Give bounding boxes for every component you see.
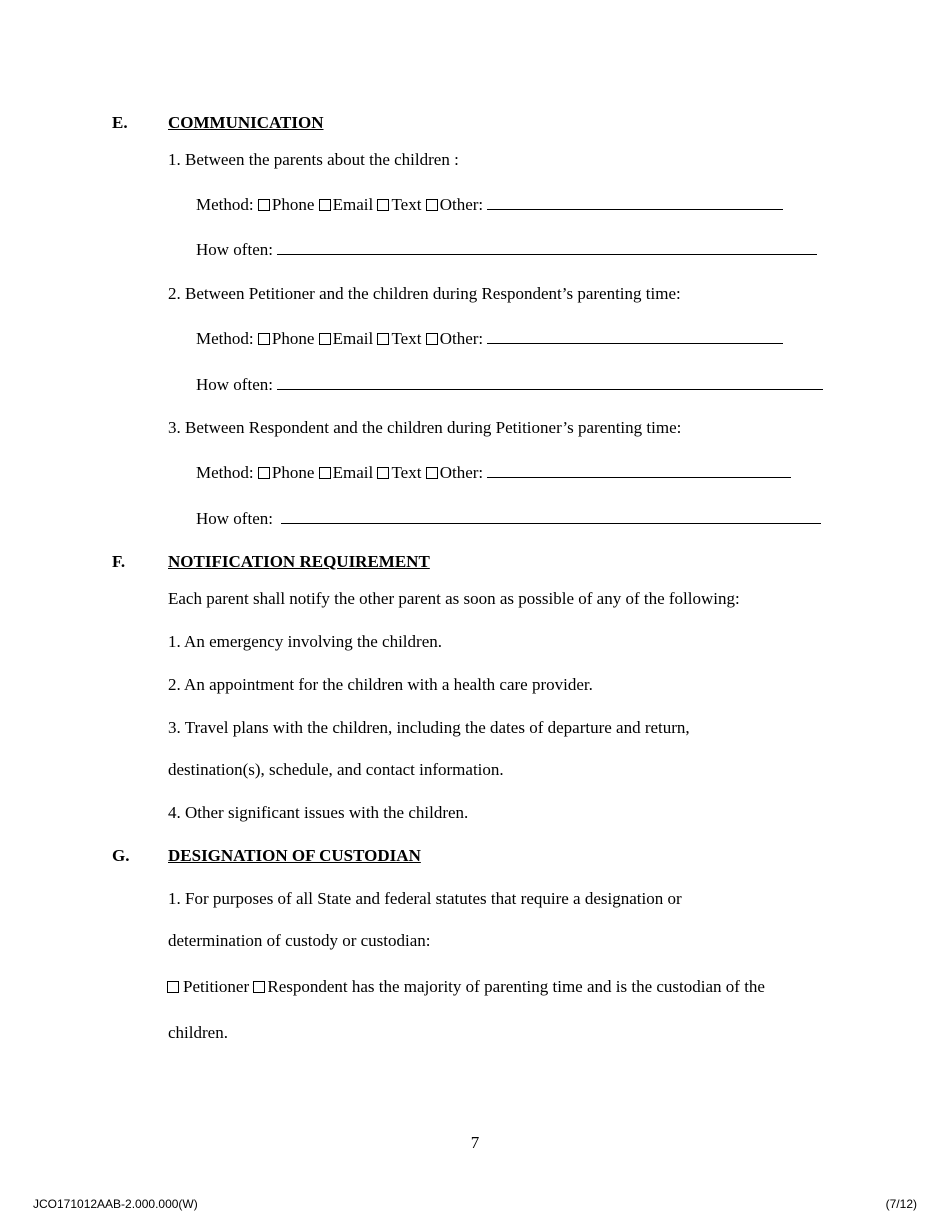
notification-item-continued: destination(s), schedule, and contact information. (168, 760, 504, 779)
respondent-checkbox[interactable] (253, 981, 265, 993)
method-label: Method: (196, 329, 254, 348)
respondent-option-label: Respondent has the majority of parenting time and is the custodian of the (267, 977, 765, 996)
section-f-title: NOTIFICATION REQUIREMENT (168, 552, 430, 571)
petitioner-checkbox[interactable] (167, 981, 179, 993)
phone-option-label: Phone (271, 463, 315, 482)
section-e-letter: E. (112, 113, 128, 132)
notification-item: 1. An emergency involving the children. (168, 632, 442, 651)
other-checkbox[interactable] (426, 333, 438, 345)
text-option-label: Text (391, 329, 422, 348)
method-row-2 (196, 329, 783, 349)
how-often-field[interactable] (277, 375, 823, 390)
method-row-1 (196, 195, 783, 215)
footer-document-id: JCO171012AAB-2.000.000(W) (33, 1197, 198, 1211)
other-checkbox[interactable] (426, 199, 438, 211)
communication-item-3: 3. Between Respondent and the children during Petitioner’s parenting time: (168, 418, 682, 437)
page-number: 7 (470, 1133, 480, 1152)
petitioner-option-label: Petitioner (183, 977, 250, 996)
phone-checkbox[interactable] (258, 333, 270, 345)
notification-item: 4. Other significant issues with the children. (168, 803, 469, 822)
email-option-label: Email (332, 195, 374, 214)
other-method-field[interactable] (487, 329, 783, 344)
method-label: Method: (196, 463, 254, 482)
phone-option-label: Phone (271, 195, 315, 214)
how-often-label: How often: (196, 375, 273, 394)
email-option-label: Email (332, 463, 374, 482)
how-often-field[interactable] (281, 509, 821, 524)
text-checkbox[interactable] (377, 199, 389, 211)
custodian-paragraph-end: children. (168, 1023, 228, 1042)
other-method-field[interactable] (487, 195, 783, 210)
notification-item: 2. An appointment for the children with a health care provider. (168, 675, 593, 694)
footer-page-of: (7/12) (885, 1197, 917, 1211)
phone-option-label: Phone (271, 329, 315, 348)
email-checkbox[interactable] (319, 333, 331, 345)
notification-item: 3. Travel plans with the children, including the dates of departure and return, (168, 718, 690, 737)
section-g-title: DESIGNATION OF CUSTODIAN (168, 846, 421, 865)
custodian-paragraph-line-2: determination of custody or custodian: (168, 931, 431, 950)
custodian-choice-row (167, 977, 765, 997)
notification-intro: Each parent shall notify the other parent as soon as possible of any of the following: (168, 589, 740, 608)
email-checkbox[interactable] (319, 199, 331, 211)
phone-checkbox[interactable] (258, 199, 270, 211)
communication-item-1: 1. Between the parents about the children : (168, 150, 459, 169)
section-g-letter: G. (112, 846, 130, 865)
how-often-label: How often: (196, 240, 273, 259)
custodian-paragraph-line-1: 1. For purposes of all State and federal statutes that require a designation or (168, 889, 682, 908)
section-f-letter: F. (112, 552, 126, 571)
text-checkbox[interactable] (377, 467, 389, 479)
text-checkbox[interactable] (377, 333, 389, 345)
other-option-label: Other: (439, 463, 484, 482)
communication-item-2: 2. Between Petitioner and the children during Respondent’s parenting time: (168, 284, 681, 303)
other-checkbox[interactable] (426, 467, 438, 479)
section-e-title: COMMUNICATION (168, 113, 324, 132)
how-often-label: How often: (196, 509, 273, 528)
phone-checkbox[interactable] (258, 467, 270, 479)
method-label: Method: (196, 195, 254, 214)
email-checkbox[interactable] (319, 467, 331, 479)
other-method-field[interactable] (487, 463, 791, 478)
email-option-label: Email (332, 329, 374, 348)
text-option-label: Text (391, 463, 422, 482)
other-option-label: Other: (439, 329, 484, 348)
how-often-row-3 (196, 509, 821, 529)
other-option-label: Other: (439, 195, 484, 214)
how-often-row-2 (196, 375, 823, 395)
text-option-label: Text (391, 195, 422, 214)
how-often-row-1 (196, 240, 817, 260)
how-often-field[interactable] (277, 240, 817, 255)
method-row-3 (196, 463, 791, 483)
